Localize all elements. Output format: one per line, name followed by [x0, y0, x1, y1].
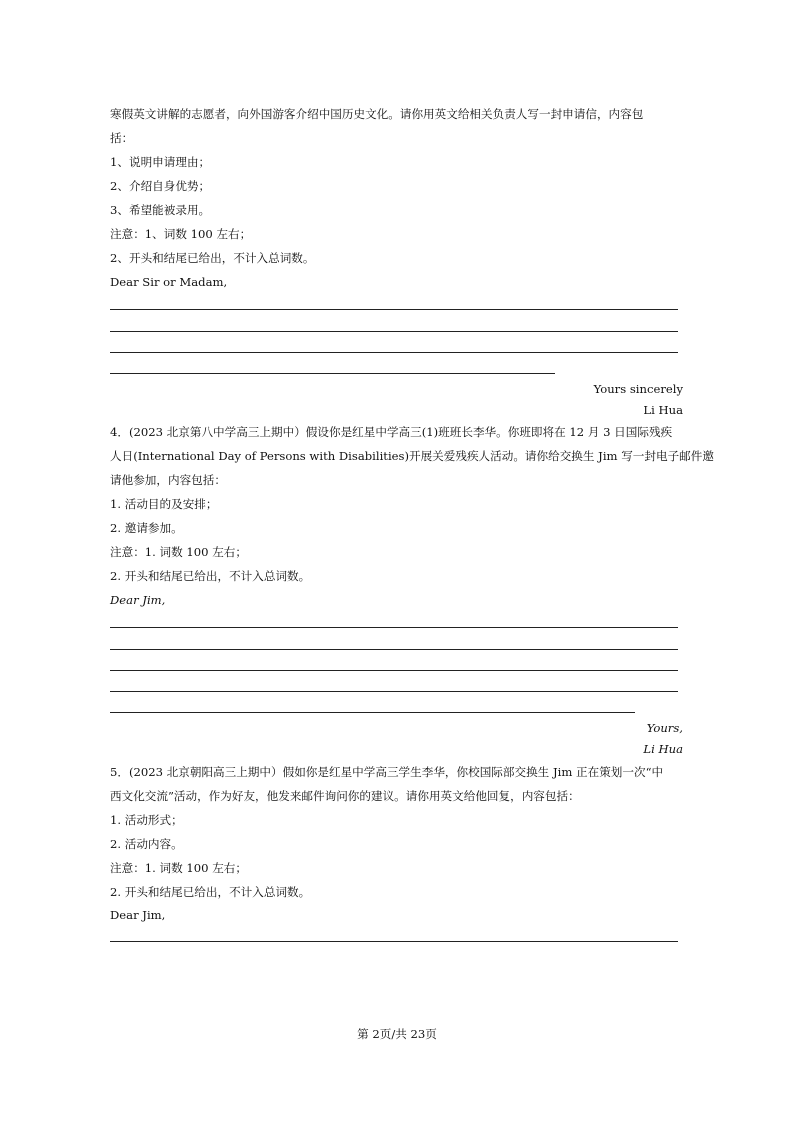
q5-item-1: 1. 活动形式； — [110, 813, 183, 827]
q4-signature: Li Hua — [643, 742, 683, 756]
q4-answer-line-5 — [110, 712, 635, 713]
q3-prompt-line1: 寒假英文讲解的志愿者，向外国游客介绍中国历史文化。请你用英文给相关负责人写一封申请信，内容包 — [110, 107, 644, 121]
q4-answer-line-4 — [110, 691, 678, 692]
q4-line3: 请他参加，内容包括： — [110, 473, 226, 487]
q4-answer-line-2 — [110, 649, 678, 650]
q5-salutation: Dear Jim, — [110, 908, 166, 922]
q3-item-1: 1、说明申请理由； — [110, 155, 211, 169]
q5-line2: 西文化交流”活动，作为好友，他发来邮件询问你的建议。请你用英文给他回复，内容包括： — [110, 789, 580, 803]
q4-item-2: 2. 邀请参加。 — [110, 521, 183, 535]
q5-note-2: 2. 开头和结尾已给出，不计入总词数。 — [110, 885, 311, 899]
q5-line1: 5．(2023 北京朝阳高三上期中）假如你是红星中学高三学生李华，你校国际部交换生 Jim 正在策划一次“中 — [110, 765, 664, 779]
q3-prompt-line2: 括： — [110, 131, 134, 145]
q3-answer-line-1 — [110, 309, 678, 310]
page-number: 第 2页/共 23页 — [357, 1027, 437, 1041]
q5-item-2: 2. 活动内容。 — [110, 837, 183, 851]
q4-closing: Yours, — [646, 721, 683, 735]
q3-answer-line-3 — [110, 352, 678, 353]
q5-note-1: 注意：1. 词数 100 左右； — [110, 861, 247, 875]
q3-closing: Yours sincerely — [593, 382, 683, 396]
q3-note-1: 注意：1、词数 100 左右； — [110, 227, 252, 241]
q4-answer-line-3 — [110, 670, 678, 671]
q3-salutation: Dear Sir or Madam, — [110, 275, 228, 289]
q3-item-2: 2、介绍自身优势； — [110, 179, 211, 193]
q4-item-1: 1. 活动目的及安排； — [110, 497, 218, 511]
q4-note-2: 2. 开头和结尾已给出，不计入总词数。 — [110, 569, 311, 583]
q5-answer-line-1 — [110, 941, 678, 942]
q3-signature: Li Hua — [643, 403, 683, 417]
q3-answer-line-2 — [110, 331, 678, 332]
q4-line1: 4．(2023 北京第八中学高三上期中）假设你是红星中学高三(1)班班长李华。你班即将在 12 月 3 日国际残疾 — [110, 425, 673, 439]
q4-line2: 人日(International Day of Persons with Disabilities)开展关爱残疾人活动。请你给交换生 Jim 写一封电子邮件邀 — [110, 449, 714, 463]
q4-answer-line-1 — [110, 627, 678, 628]
q4-note-1: 注意：1. 词数 100 左右； — [110, 545, 247, 559]
q3-item-3: 3、希望能被录用。 — [110, 203, 211, 217]
q4-salutation: Dear Jim, — [110, 593, 166, 607]
q3-note-2: 2、开头和结尾已给出，不计入总词数。 — [110, 251, 315, 265]
q3-answer-line-4 — [110, 373, 555, 374]
